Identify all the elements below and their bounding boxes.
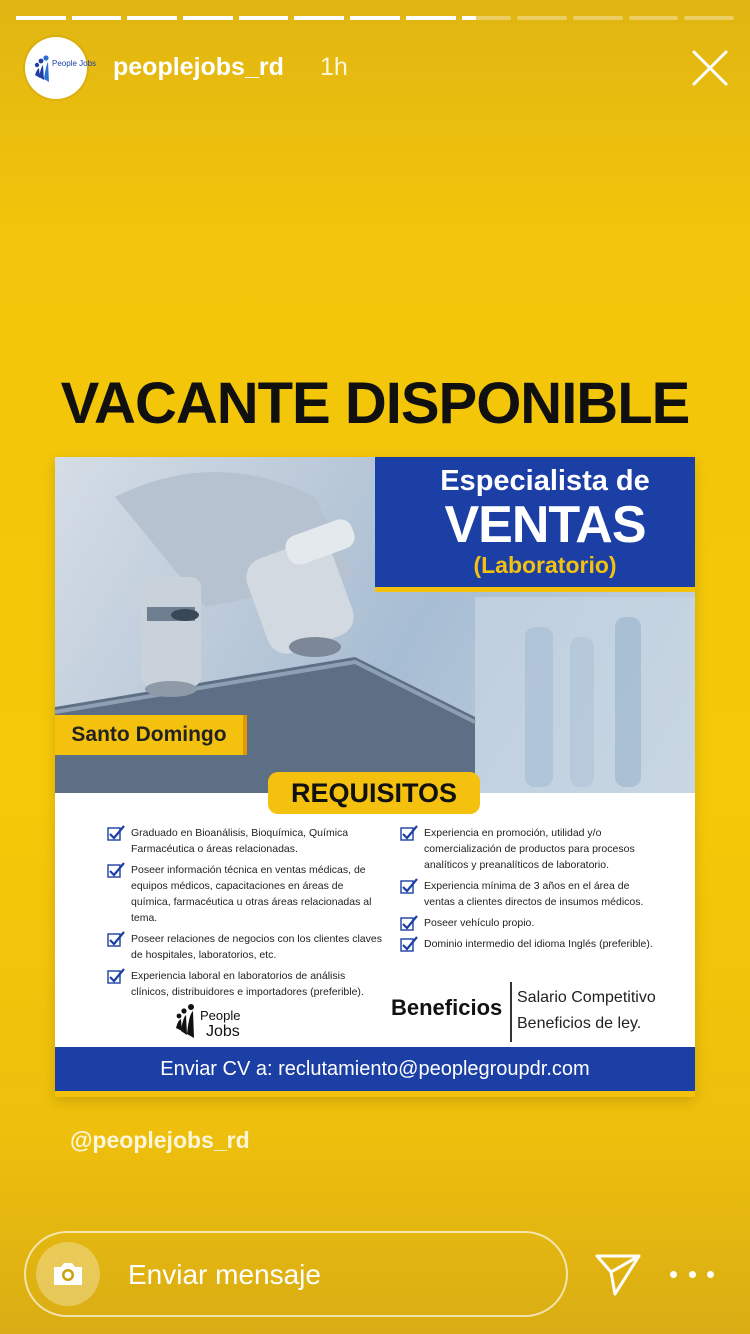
location-badge: Santo Domingo [55, 715, 247, 755]
job-title-line2: VENTAS [444, 496, 646, 554]
story-progress-segment [517, 16, 567, 20]
close-icon[interactable] [686, 48, 734, 90]
checkbox-check-icon [400, 915, 418, 931]
requirement-text: Graduado en Bioanálisis, Bioquímica, Química Farmacéutica o áreas relacionadas. [131, 827, 349, 855]
camera-icon [51, 1260, 85, 1288]
benefit-item: Salario Competitivo [517, 989, 656, 1006]
story-progress-segment [183, 16, 233, 20]
job-title-line3: (Laboratorio) [473, 552, 617, 578]
story-progress-segment [239, 16, 289, 20]
job-poster [55, 457, 695, 1097]
requirement-item [107, 931, 382, 963]
requirement-item [400, 936, 660, 952]
checkbox-check-icon [107, 968, 125, 984]
checkbox-check-icon [107, 825, 125, 841]
svg-text:People Jobs: People Jobs [52, 59, 97, 68]
cv-email-footer: Enviar CV a: reclutamiento@peoplegroupdr.com [55, 1047, 695, 1097]
people-jobs-logo [31, 51, 97, 85]
requirement-item [400, 915, 660, 931]
benefits-list [517, 985, 656, 1037]
post-time: 1h [320, 53, 348, 81]
story-progress-segment [72, 16, 122, 20]
checkbox-check-icon [400, 825, 418, 841]
checkbox-check-icon [400, 878, 418, 894]
story-progress-segment [294, 16, 344, 20]
avatar[interactable] [25, 37, 97, 99]
requirement-text: Experiencia laboral en laboratorios de análisis clínicos, distribuidores e importadores (preferible). [131, 970, 364, 998]
brand-line1: People [200, 1008, 241, 1023]
requirements-left-column [107, 825, 382, 1005]
requirement-text: Poseer información técnica en ventas médicas, de equipos médicos, capacitaciones en áreas de química, farmacéutica u otras áreas relacionadas al tema. [131, 864, 372, 924]
requirement-text: Poseer vehículo propio. [424, 917, 535, 929]
requirement-item [107, 825, 382, 857]
requirement-text: Poseer relaciones de negocios con los clientes claves de hospitales, laboratorios, etc. [131, 933, 382, 961]
checkbox-check-icon [107, 862, 125, 878]
job-title-banner [375, 457, 695, 592]
story-progress-segment [127, 16, 177, 20]
headline: VACANTE DISPONIBLE [60, 371, 690, 436]
story-progress-segment [16, 16, 66, 20]
checkbox-check-icon [107, 931, 125, 947]
requirement-item [107, 862, 382, 926]
story-progress-bar [16, 16, 734, 20]
requirement-item [400, 825, 660, 873]
job-title-line1: Especialista de [440, 465, 650, 497]
send-icon[interactable] [593, 1250, 643, 1298]
requirement-text: Dominio intermedio del idioma Inglés (preferible). [424, 938, 653, 950]
requirements-heading: REQUISITOS [268, 772, 480, 814]
people-jobs-brand-logo [173, 1000, 253, 1040]
story-progress-segment [629, 16, 679, 20]
requirement-text: Experiencia mínima de 3 años en el área de ventas a clientes directos de insumos médicos. [424, 880, 644, 908]
benefit-item: Beneficios de ley. [517, 1015, 642, 1032]
requirement-text: Experiencia en promoción, utilidad y/o comercialización de productos para procesos analíticos y preanalíticos de laboratorio. [424, 827, 635, 871]
benefits-label: Beneficios [391, 995, 503, 1020]
requirements-right-column [400, 825, 660, 957]
message-input[interactable] [128, 1258, 508, 1292]
story-progress-segment [406, 16, 456, 20]
camera-button[interactable] [36, 1242, 100, 1306]
mention-tag[interactable]: @peoplejobs_rd [70, 1127, 250, 1153]
username[interactable]: peoplejobs_rd [113, 53, 284, 81]
story-progress-segment [350, 16, 400, 20]
requirement-item [400, 878, 660, 910]
story-progress-segment [462, 16, 512, 20]
more-icon[interactable] [670, 1260, 714, 1288]
story-progress-segment [684, 16, 734, 20]
benefits-divider [510, 982, 512, 1042]
story-progress-segment [573, 16, 623, 20]
checkbox-check-icon [400, 936, 418, 952]
requirement-item [107, 968, 382, 1000]
brand-line2: Jobs [206, 1023, 240, 1040]
